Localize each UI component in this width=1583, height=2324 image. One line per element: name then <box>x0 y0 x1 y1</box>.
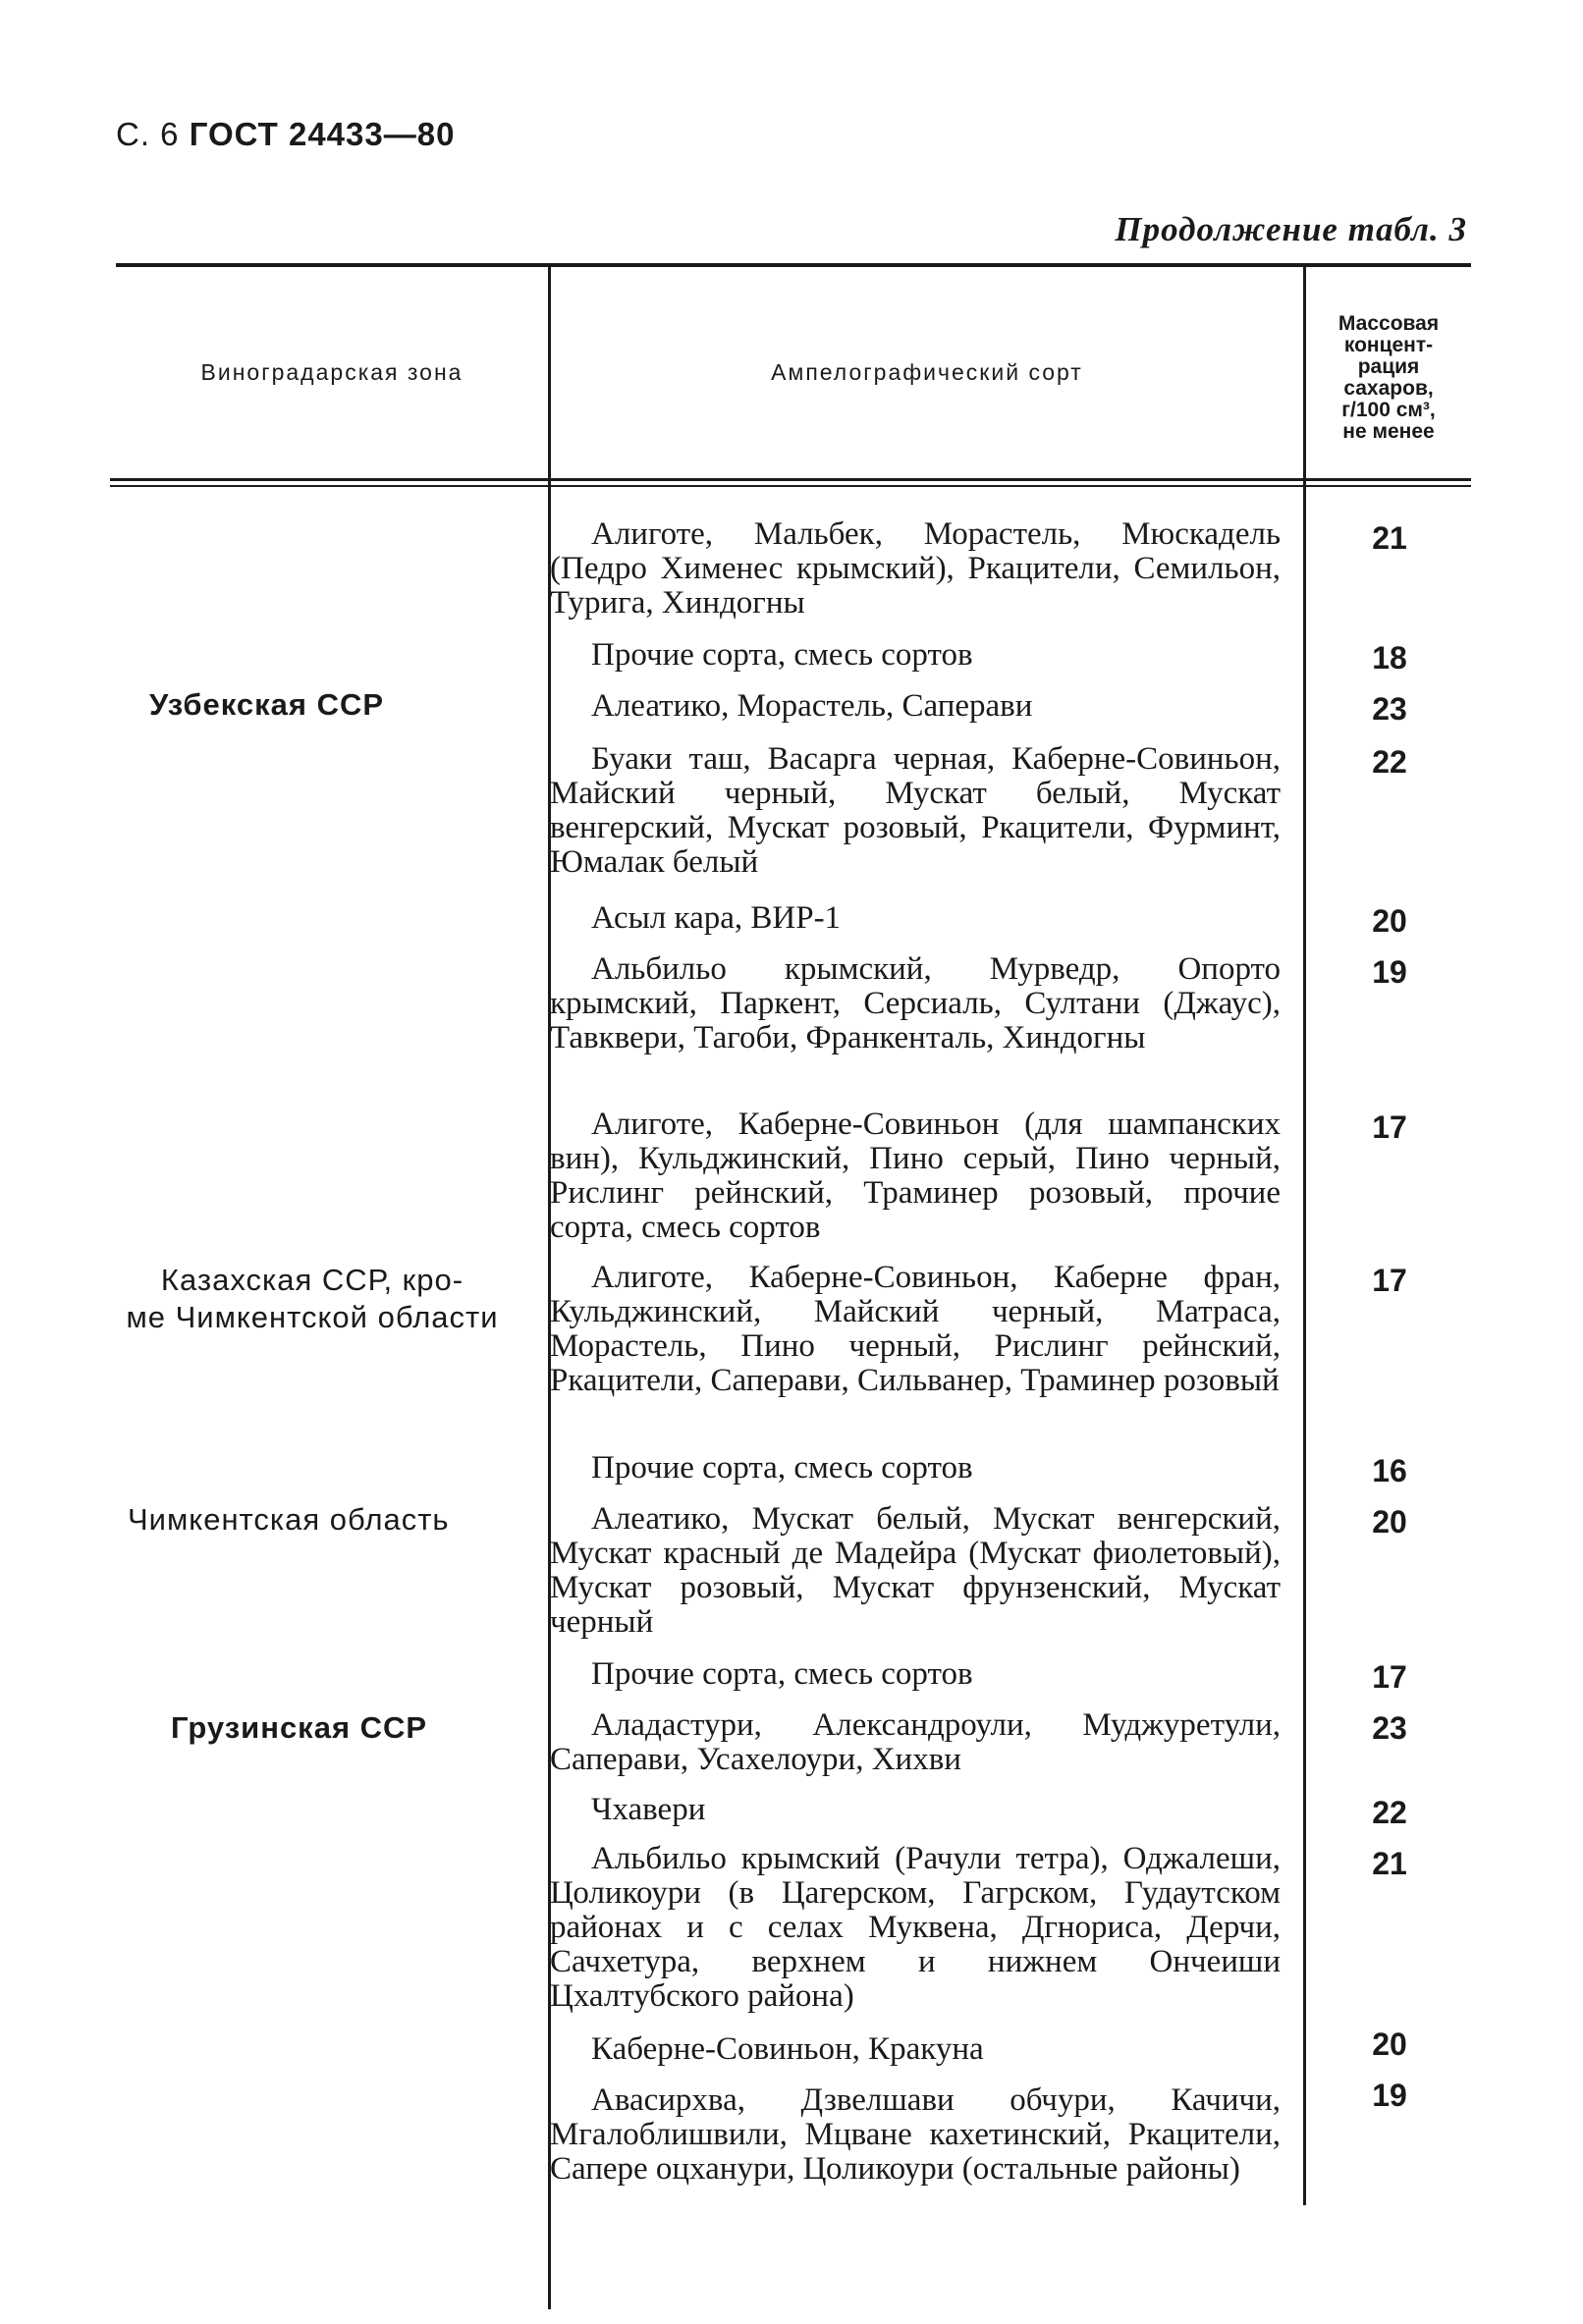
zone-kazakh: Казахская ССР, кро- ме Чимкентской области <box>126 1263 499 1334</box>
variety-row: Алиготе, Мальбек, Морастель, Мюскадель (Педро Хименес крымский), Ркацители, Семильон, Турига, Хиндогны <box>550 516 1281 621</box>
variety-row: Прочие сорта, смесь сортов <box>591 1656 973 1692</box>
variety-row: Авасирхва, Дзвелшави обчури, Качичи, Мгалоблишвили, Мцване кахетинский, Ркацители, Сапере оцханури, Цоликоури (остальные районы) <box>550 2082 1281 2187</box>
sugar-value: 16 <box>1372 1453 1407 1488</box>
sugar-value: 23 <box>1372 1710 1407 1746</box>
variety-row: Альбильо крымский, Мурведр, Опорто крымский, Паркент, Серсиаль, Султани (Джаус), Тавквери, Тагоби, Франкенталь, Хиндогны <box>550 951 1281 1055</box>
variety-row: Каберне-Совиньон, Кракуна <box>591 2031 984 2067</box>
zone-uzbek: Узбекская ССР <box>149 687 385 722</box>
sugar-value: 19 <box>1372 954 1407 990</box>
sugar-value: 22 <box>1372 744 1407 780</box>
variety-row: Прочие сорта, смесь сортов <box>591 1450 973 1486</box>
sugar-value: 17 <box>1372 1263 1407 1298</box>
sugar-value: 20 <box>1372 2027 1407 2062</box>
table-continuation-label: Продолжение табл. 3 <box>1115 210 1467 248</box>
sugar-value: 21 <box>1372 520 1407 556</box>
variety-row: Прочие сорта, смесь сортов <box>591 637 973 673</box>
sugar-value: 17 <box>1372 1659 1407 1695</box>
zone-chimkent: Чимкентская область <box>128 1502 450 1537</box>
sugar-value: 20 <box>1372 903 1407 939</box>
page-header <box>116 116 455 153</box>
sugar-value: 21 <box>1372 1846 1407 1881</box>
variety-row: Чхавери <box>591 1792 706 1827</box>
variety-row: Алеатико, Мускат белый, Мускат венгерский, Мускат красный де Мадейра (Мускат фиолетовый), Мускат розовый, Мускат фрунзенский, Мускат черный <box>550 1501 1281 1640</box>
column-divider-right <box>1303 263 1306 2205</box>
column-header-sugar: Массовая концент- рация сахаров, г/100 см³, не менее <box>1337 312 1440 443</box>
variety-row: Буаки таш, Васарга черная, Каберне-Совиньон, Майский черный, Мускат белый, Мускат венгерский, Мускат розовый, Ркацители, Фурминт, Юмалак белый <box>550 741 1281 880</box>
variety-row: Аладастури, Александроули, Муджуретули, Саперави, Усахелоури, Хихви <box>550 1707 1281 1777</box>
sugar-value: 23 <box>1372 691 1407 727</box>
sugar-value: 22 <box>1372 1795 1407 1830</box>
header-bottom-rule <box>110 478 1471 487</box>
variety-row: Асыл кара, ВИР-1 <box>591 900 842 936</box>
standard-code: ГОСТ 24433—80 <box>189 116 456 152</box>
sugar-value: 20 <box>1372 1504 1407 1540</box>
sugar-value: 19 <box>1372 2078 1407 2113</box>
column-header-variety: Ампелографический сорт <box>771 359 1083 385</box>
column-header-zone: Виноградарская зона <box>200 359 464 385</box>
variety-row: Алиготе, Каберне-Совиньон, Каберне фран, Кульджинский, Майский черный, Матраса, Морастель, Пино черный, Рислинг рейнский, Ркацители, Саперави, Сильванер, Траминер розовый <box>550 1260 1281 1398</box>
sugar-value: 17 <box>1372 1109 1407 1145</box>
variety-row: Алиготе, Каберне-Совиньон (для шампанских вин), Кульджинский, Пино серый, Пино черный, Рислинг рейнский, Траминер розовый, прочие сорта, смесь сортов <box>550 1107 1281 1245</box>
sugar-value: 18 <box>1372 640 1407 676</box>
variety-row: Альбильо крымский (Рачули тетра), Оджалеши, Цоликоури (в Цагерском, Гагрском, Гудаутском районах и с селах Муквена, Дгнориса, Дерчи, Сачхетура, верхнем и нижнем Ончеиши Цхалтубского района) <box>550 1841 1281 2014</box>
page-number: С. 6 <box>116 116 180 152</box>
zone-georgia: Грузинская ССР <box>171 1710 428 1745</box>
variety-row: Алеатико, Морастель, Саперави <box>591 688 1033 724</box>
